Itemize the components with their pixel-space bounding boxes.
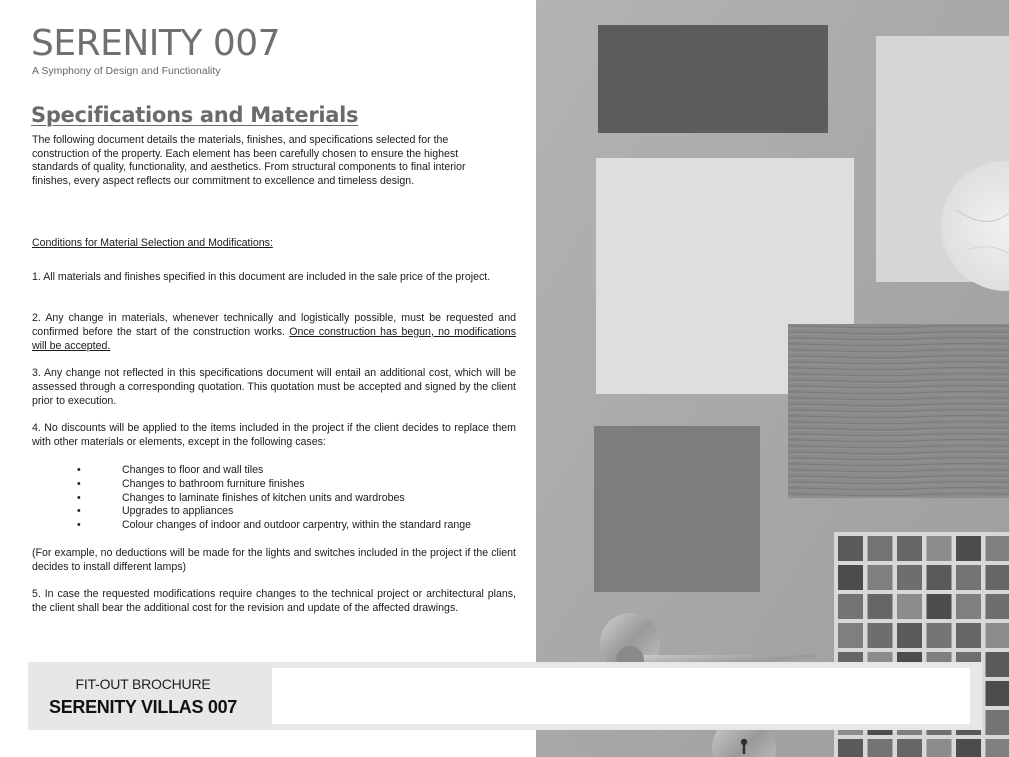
bullet-icon: • bbox=[77, 491, 81, 504]
intro-paragraph: The following document details the materials, finishes, and specifications selected for the construction of the property. Each element has been carefully chosen to ensure the highest standards of quality, functionality, and aesthetics. From structural components to final interior finishes, every aspect reflects our commitment to excellence and timeless design. bbox=[32, 134, 466, 188]
list-item bbox=[32, 505, 516, 519]
mosaic-tile bbox=[956, 565, 981, 590]
bullet-icon: • bbox=[77, 464, 81, 476]
mosaic-tile bbox=[927, 594, 952, 619]
footer-project-name: SERENITY VILLAS 007 bbox=[48, 697, 238, 717]
mosaic-tile bbox=[897, 594, 922, 619]
list-item bbox=[32, 478, 516, 492]
mosaic-tile bbox=[838, 536, 863, 561]
mosaic-tile bbox=[927, 739, 952, 757]
mosaic-tile bbox=[868, 623, 893, 648]
bullet-icon: • bbox=[77, 519, 81, 532]
mosaic-tile bbox=[927, 623, 952, 648]
mosaic-tile bbox=[986, 623, 1009, 648]
condition-item-5: 5. In case the requested modifications require changes to the technical project or architectural plans, the client shall bear the additional cost for the revision and update of the affected drawings. bbox=[32, 588, 516, 614]
exception-list bbox=[32, 464, 516, 533]
mosaic-tile bbox=[838, 565, 863, 590]
conditions-title: Conditions for Material Selection and Modifications: bbox=[32, 237, 273, 249]
list-item bbox=[32, 464, 516, 478]
mosaic-tile bbox=[868, 594, 893, 619]
condition-item-3: 3. Any change not reflected in this specifications document will entail an additional cost, which will be assessed through a corresponding quotation. This quotation must be accepted and signed by the client prior to execution. bbox=[32, 367, 516, 407]
condition-item-1: 1. All materials and finishes specified in this document are included in the sale price of the project. bbox=[32, 271, 491, 283]
bullet-icon: • bbox=[77, 477, 81, 490]
condition-item-2 bbox=[32, 312, 516, 353]
footer-bar bbox=[28, 662, 982, 730]
material-samples-image bbox=[536, 0, 1009, 757]
mosaic-tile bbox=[986, 681, 1009, 706]
list-item bbox=[32, 519, 516, 533]
mosaic-tile bbox=[986, 536, 1009, 561]
mosaic-tile bbox=[986, 652, 1009, 677]
mosaic-tile bbox=[927, 565, 952, 590]
concrete-sample bbox=[594, 426, 760, 592]
mosaic-tile bbox=[838, 594, 863, 619]
footer-kicker: FIT-OUT BROCHURE bbox=[75, 676, 211, 692]
list-item-text: Changes to floor and wall tiles bbox=[122, 464, 264, 476]
brand-title: SERENITY 007 bbox=[31, 23, 281, 64]
list-item-text: Changes to bathroom furniture finishes bbox=[122, 477, 305, 490]
wood-sample bbox=[788, 324, 1009, 498]
brand-tagline: A Symphony of Design and Functionality bbox=[32, 65, 221, 77]
mosaic-tile bbox=[986, 710, 1009, 735]
mosaic-tile bbox=[868, 565, 893, 590]
mosaic-tile bbox=[956, 536, 981, 561]
list-item-text: Upgrades to appliances bbox=[122, 505, 234, 518]
mosaic-tile bbox=[897, 565, 922, 590]
mosaic-tile bbox=[838, 739, 863, 757]
example-note: (For example, no deductions will be made for the lights and switches included in the project if the client decides to install different lamps) bbox=[32, 547, 516, 573]
list-item-text: Colour changes of indoor and outdoor carpentry, within the standard range bbox=[122, 519, 472, 532]
mosaic-tile bbox=[838, 623, 863, 648]
mosaic-tile bbox=[897, 739, 922, 757]
list-item bbox=[32, 492, 516, 506]
footer-blank-panel bbox=[272, 668, 970, 724]
bullet-icon: • bbox=[77, 505, 81, 518]
mosaic-tile bbox=[868, 739, 893, 757]
materials-photo bbox=[536, 0, 1009, 757]
condition-item-4: 4. No discounts will be applied to the items included in the project if the client decides to replace them with other materials or elements, except in the following cases: bbox=[32, 422, 516, 448]
condition-item-2-text: 2. Any change in materials, whenever technically and logistically possible, must be requested and confirmed before the start of the construction works. bbox=[32, 312, 516, 338]
mosaic-tile bbox=[956, 623, 981, 648]
condition-item-2-emphasis: Once construction has begun, no modifications will be accepted. bbox=[32, 325, 516, 352]
mosaic-tile bbox=[986, 739, 1009, 757]
mosaic-tile bbox=[986, 565, 1009, 590]
mosaic-tile bbox=[927, 536, 952, 561]
mosaic-tile bbox=[868, 536, 893, 561]
mosaic-tile bbox=[897, 623, 922, 648]
mosaic-tile bbox=[986, 594, 1009, 619]
mosaic-tile bbox=[956, 739, 981, 757]
footer-label-block bbox=[28, 662, 272, 730]
section-heading: Specifications and Materials bbox=[31, 103, 359, 127]
mosaic-tile bbox=[956, 594, 981, 619]
list-item-text: Changes to laminate finishes of kitchen units and wardrobes bbox=[122, 491, 405, 504]
mosaic-tile bbox=[897, 536, 922, 561]
dark-stone-sample bbox=[598, 25, 828, 133]
